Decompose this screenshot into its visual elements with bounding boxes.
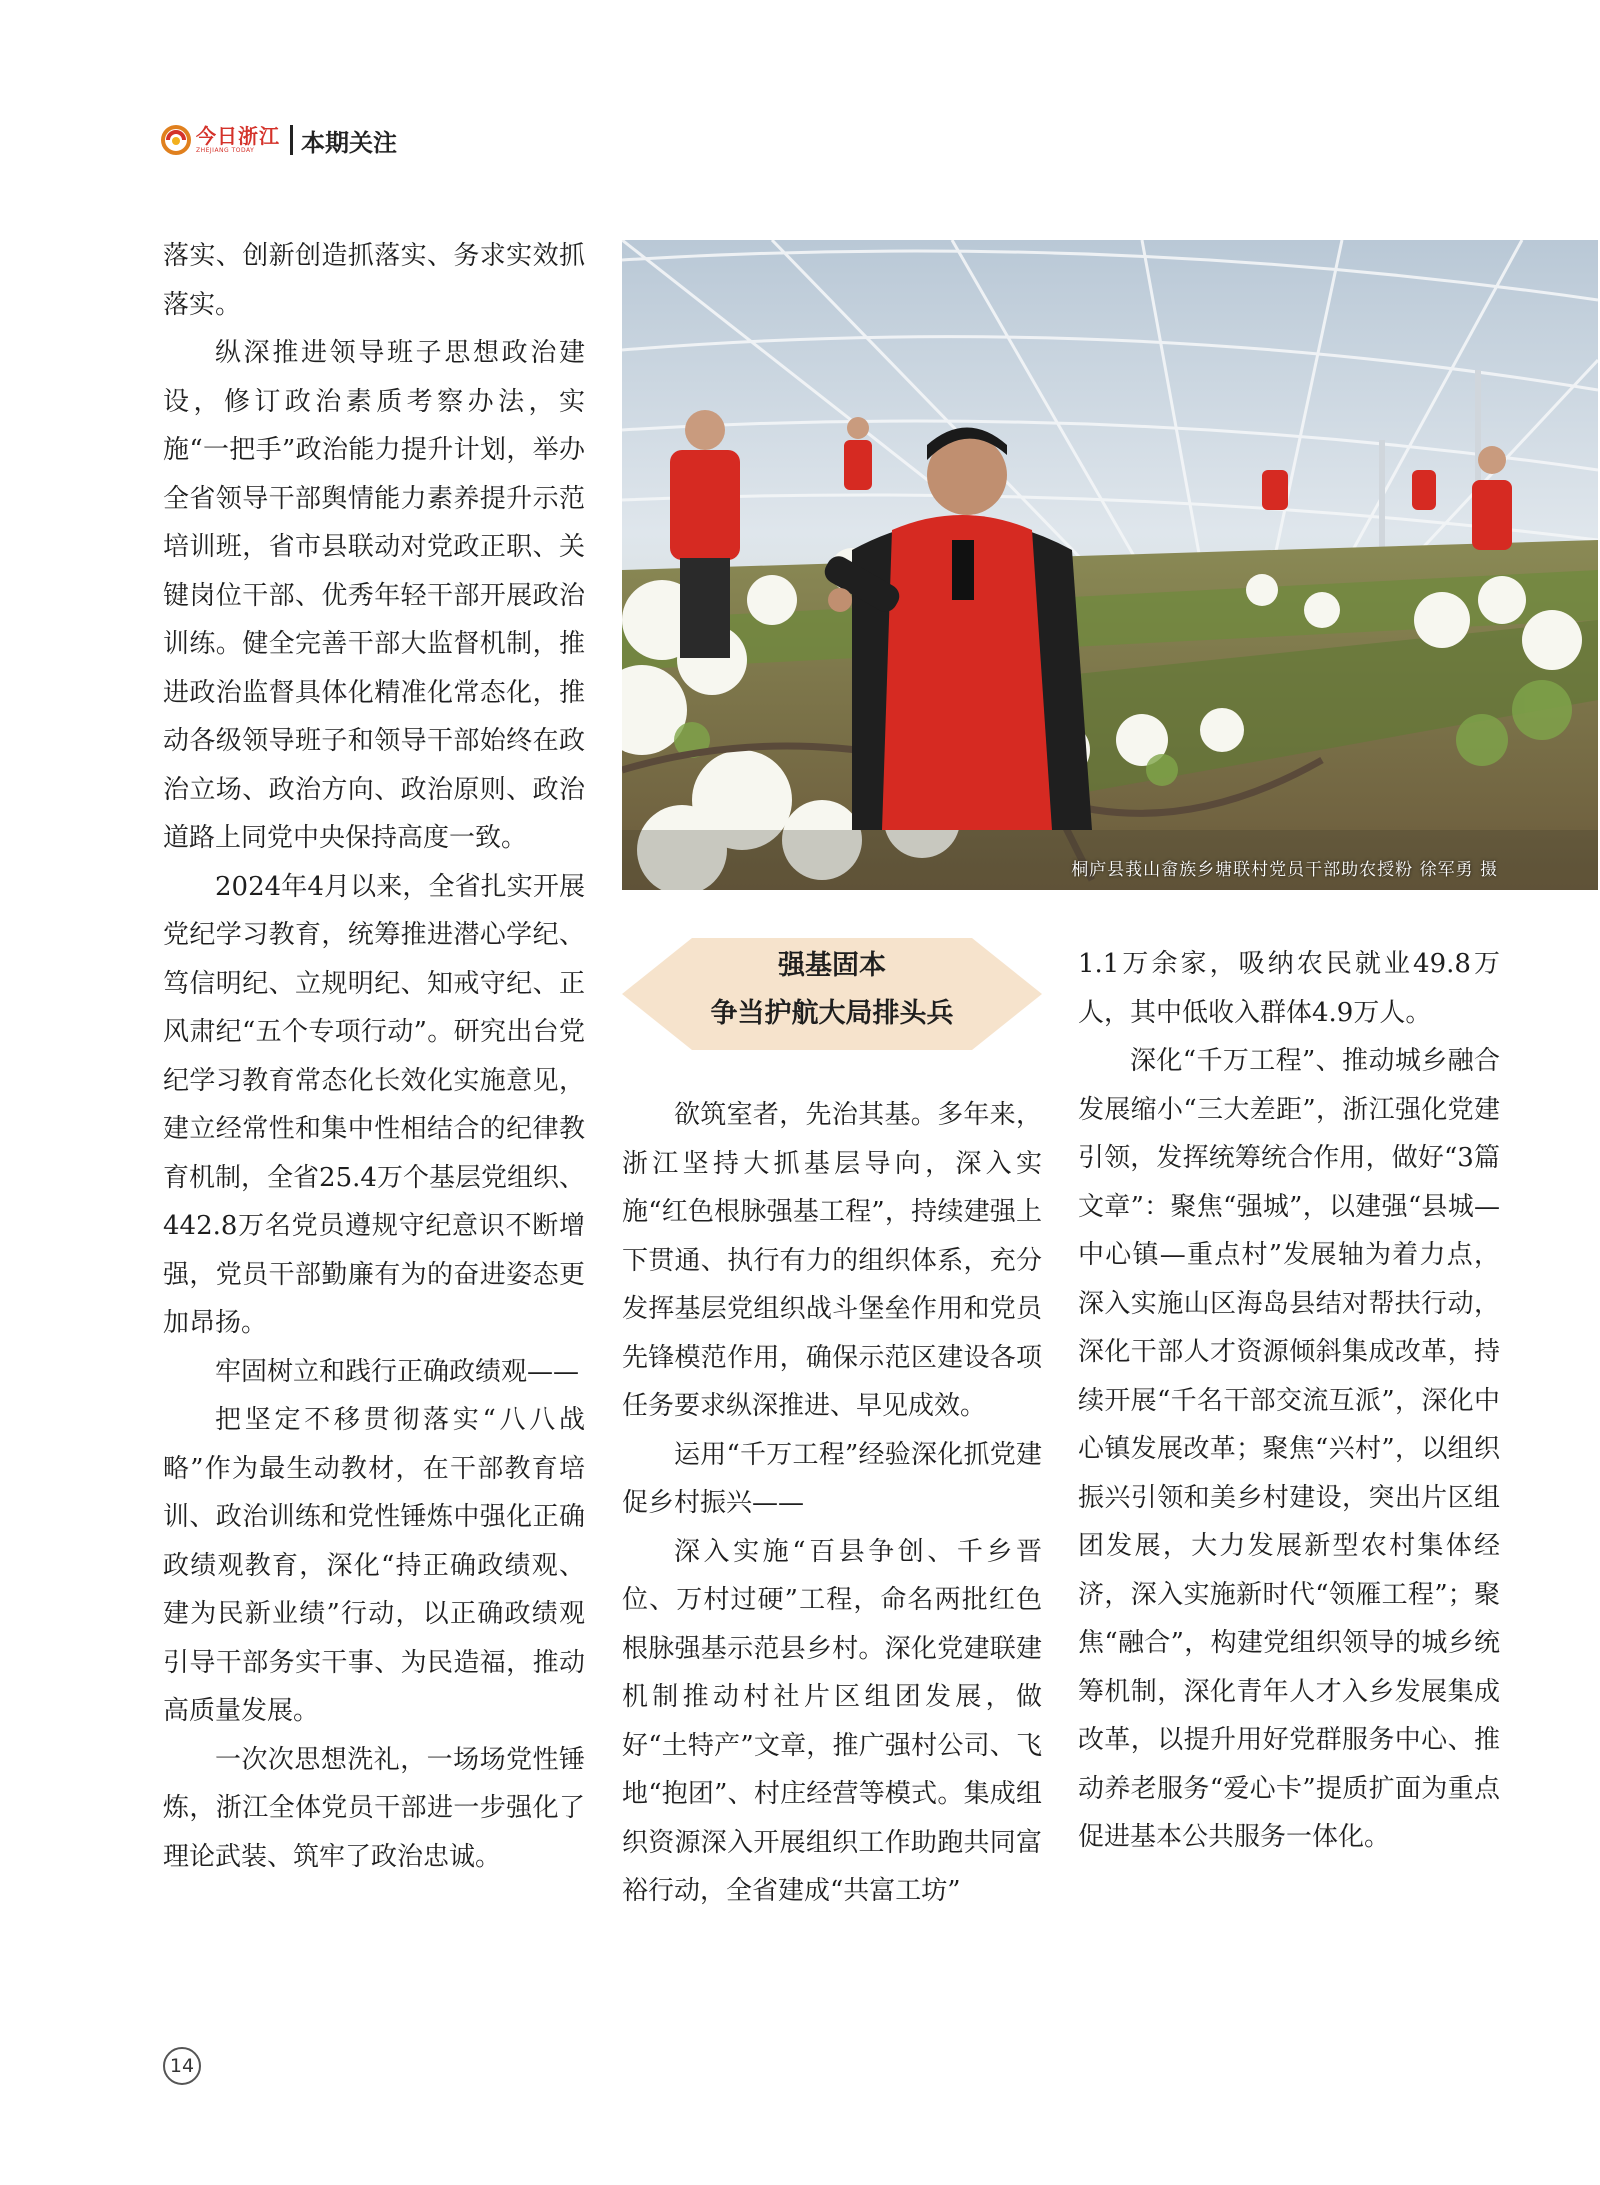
paragraph: 深化“千万工程”、推动城乡融合发展缩小“三大差距”，浙江强化党建引领，发挥统筹统合作用，做好“3篇文章”：聚焦“强城”，以建强“县城—中心镇—重点村”发展轴为着力点，深入实施山区海岛县结对帮扶行动，深化干部人才资源倾斜集成改革，持续开展“千名干部交流互派”，深化中心镇发展改革；聚焦“兴村”，以组织振兴引领和美乡村建设，突出片区组团发展，大力发展新型农村集体经济，深入实施新时代“领雁工程”；聚焦“融合”，构建党组织领导的城乡统筹机制，深化青年人才入乡发展集成改革，以提升用好党群服务中心、推动养老服务“爱心卡”提质扩面为重点促进基本公共服务一体化。 (1078, 1046, 1500, 1852)
page-header (160, 120, 397, 160)
logo-chinese-text: 今日浙江 (196, 124, 280, 148)
article-column-3 (1078, 940, 1500, 1862)
paragraph: 深入实施“百县争创、千乡晋位、万村过硬”工程，命名两批红色根脉强基示范县乡村。深化党建联建机制推动村社片区组团发展，做好“土特产”文章，推广强村公司、飞地“抱团”、村庄经营等模式。集成组织资源深入开展组织工作助跑共同富裕行动，全省建成“共富工坊” (622, 1536, 1042, 1906)
section-subhead (622, 938, 1042, 1050)
paragraph: 一次次思想洗礼，一场场党性锤炼，浙江全体党员干部进一步强化了理论武装、筑牢了政治忠诚。 (163, 1744, 585, 1872)
paragraph: 欲筑室者，先治其基。多年来，浙江坚持大抓基层导向，深入实施“红色根脉强基工程”，持续建强上下贯通、执行有力的组织体系，充分发挥基层党组织战斗堡垒作用和党员先锋模范作用，确保示范区建设各项任务要求纵深推进、早见成效。 (622, 1100, 1042, 1421)
photo-caption: 桐庐县莪山畲族乡塘联村党员干部助农授粉 徐军勇 摄 (1071, 860, 1498, 880)
paragraph: 纵深推进领导班子思想政治建设，修订政治素质考察办法，实施“一把手”政治能力提升计划，举办全省领导干部舆情能力素养提升示范培训班，省市县联动对党政正职、关键岗位干部、优秀年轻干部开展政治训练。健全完善干部大监督机制，推进政治监督具体化精准化常态化，推动各级领导班子和领导干部始终在政治立场、政治方向、政治原则、政治道路上同党中央保持高度一致。 (163, 338, 585, 853)
section-label: 本期关注 (301, 128, 397, 157)
subhead-line-1: 强基固本 (778, 950, 886, 981)
paragraph: 落实、创新创造抓落实、务求实效抓落实。 (163, 241, 585, 320)
article-photo (622, 240, 1598, 890)
logo-swirl-icon (160, 124, 192, 156)
magazine-logo (160, 124, 280, 156)
page-number: 14 (163, 2047, 201, 2085)
paragraph: 2024年4月以来，全省扎实开展党纪学习教育，统筹推进潜心学纪、笃信明纪、立规明纪、知戒守纪、正风肃纪“五个专项行动”。研究出台党纪学习教育常态化长效化实施意见，建立经常性和集中性相结合的纪律教育机制，全省25.4万个基层党组织、442.8万名党员遵规守纪意识不断增强，党员干部勤廉有为的奋进姿态更加昂扬。 (163, 871, 585, 1338)
article-column-1 (163, 232, 585, 1881)
paragraph: 1.1万余家，吸纳农民就业49.8万人，其中低收入群体4.9万人。 (1078, 949, 1500, 1028)
paragraph-heading: 牢固树立和践行正确政绩观—— (215, 1356, 580, 1387)
subhead-line-2: 争当护航大局排头兵 (710, 998, 954, 1029)
paragraph: 把坚定不移贯彻落实“八八战略”作为最生动教材，在干部教育培训、政治训练和党性锤炼中强化正确政绩观教育，深化“持正确政绩观、建为民新业绩”行动，以正确政绩观引导干部务实干事、为民造福，推动高质量发展。 (163, 1405, 585, 1726)
greenhouse-photo-illustration (622, 240, 1598, 890)
logo-english-text: ZHEJIANG TODAY (196, 147, 255, 154)
header-divider (290, 125, 293, 155)
article-column-2 (622, 1091, 1042, 1916)
paragraph-heading: 运用“千万工程”经验深化抓党建促乡村振兴—— (622, 1439, 1042, 1518)
